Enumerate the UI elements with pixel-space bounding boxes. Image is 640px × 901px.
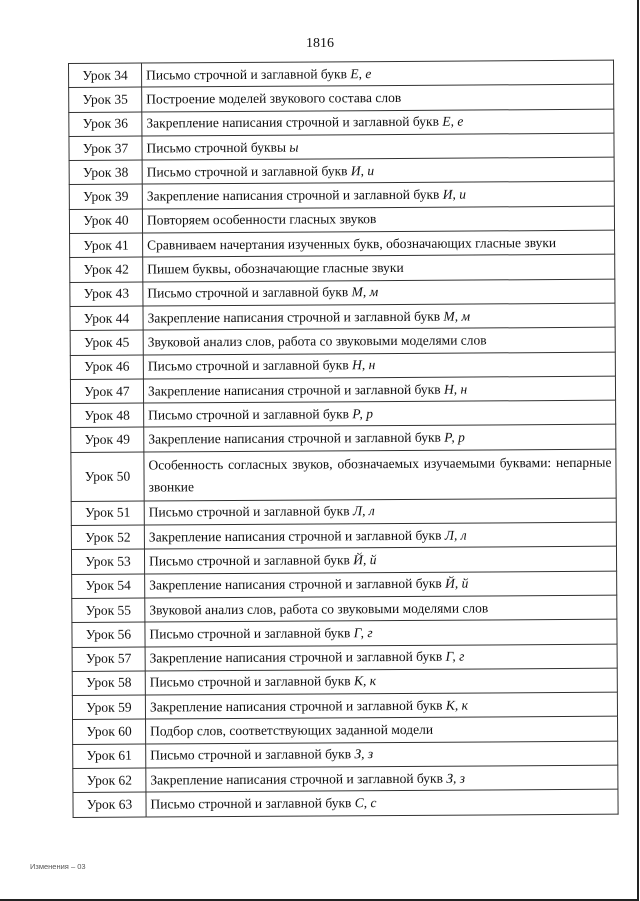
lesson-topic — [146, 765, 618, 792]
lesson-topic — [142, 60, 614, 87]
lesson-topic — [143, 303, 615, 330]
lesson-topic-text: Письмо строчной и заглавной букв — [149, 673, 355, 690]
lesson-topic-text: Закрепление написания строчной и заглавной букв — [147, 381, 444, 399]
table-row — [69, 133, 614, 161]
table-row — [73, 717, 618, 745]
table-row — [73, 765, 618, 793]
lessons-table-body — [69, 60, 619, 817]
lesson-topic-text: Пишем буквы, обозначающие гласные звуки — [147, 259, 404, 277]
lesson-number: Урок 47 — [70, 379, 143, 404]
lesson-topic — [144, 547, 616, 574]
lesson-letters: М, м — [443, 308, 471, 324]
table-row — [70, 327, 615, 355]
lesson-number: Урок 37 — [69, 136, 142, 161]
lesson-number: Урок 62 — [73, 768, 146, 793]
lesson-topic — [143, 376, 615, 403]
lesson-topic — [146, 717, 618, 744]
lesson-topic-text: Построение моделей звукового состава слов — [146, 89, 402, 107]
lesson-number: Урок 43 — [70, 282, 143, 307]
table-row — [69, 84, 614, 112]
lesson-letters: ы — [289, 139, 299, 155]
lesson-topic — [143, 279, 615, 306]
lesson-number: Урок 42 — [70, 257, 143, 282]
lesson-letters: М, м — [351, 284, 379, 300]
table-row — [71, 449, 616, 501]
lesson-letters: К, к — [445, 697, 468, 713]
lesson-letters: К, к — [353, 673, 377, 689]
lesson-topic-text: Письмо строчной и заглавной букв — [147, 357, 353, 374]
lesson-letters: Г, г — [445, 648, 465, 664]
table-row — [71, 425, 616, 453]
lesson-topic-text: Письмо строчной и заглавной букв — [150, 746, 355, 763]
lesson-topic-text: Письмо строчной и заглавной букв — [149, 625, 354, 642]
lesson-letters: Р, р — [352, 405, 373, 422]
lesson-letters: Й, й — [353, 552, 377, 568]
lesson-topic-text: Закрепление написания строчной и заглавной букв — [148, 429, 445, 447]
lesson-topic-text: Повторяем особенности гласных звуков — [146, 211, 377, 228]
lesson-topic-text: Закрепление написания строчной и заглавной букв — [149, 697, 446, 715]
lesson-number: Урок 35 — [69, 87, 142, 112]
lesson-topic-text: Особенность согласных звуков, обозначаемых изучаемыми буквами: непарные звонкие — [148, 454, 612, 495]
lesson-number: Урок 49 — [71, 427, 144, 452]
lesson-number: Урок 57 — [72, 647, 145, 672]
table-row — [73, 741, 618, 769]
lesson-number: Урок 38 — [69, 160, 142, 185]
lesson-number: Урок 44 — [70, 306, 143, 331]
table-row — [69, 60, 614, 88]
lesson-number: Урок 50 — [71, 452, 144, 501]
lesson-topic — [142, 182, 614, 209]
lesson-number: Урок 52 — [71, 525, 144, 550]
lesson-topic-text: Письмо строчной и заглавной букв — [146, 163, 351, 180]
lesson-topic-text: Закрепление написания строчной и заглавной букв — [148, 527, 445, 545]
lesson-number: Урок 63 — [73, 792, 146, 817]
lesson-number: Урок 51 — [71, 501, 144, 526]
lesson-number: Урок 56 — [72, 622, 145, 647]
table-row — [73, 789, 618, 817]
lesson-topic-text: Письмо строчной и заглавной букв — [148, 406, 353, 423]
lesson-topic — [146, 789, 618, 816]
lesson-topic — [142, 157, 614, 184]
table-row — [72, 571, 617, 599]
lesson-topic — [145, 595, 617, 622]
table-row — [72, 692, 617, 720]
lesson-topic — [143, 255, 615, 282]
lesson-topic-text: Закрепление написания строчной и заглавной букв — [146, 186, 443, 204]
table-row — [70, 230, 615, 258]
lesson-letters: Г, г — [353, 625, 373, 641]
lesson-topic-text: Письмо строчной и заглавной букв — [146, 65, 351, 83]
lesson-topic-text: Письмо строчной и заглавной букв — [147, 284, 352, 301]
footer-revision-note: Изменения – 03 — [30, 862, 86, 871]
lesson-topic — [144, 522, 616, 549]
lesson-number: Урок 46 — [70, 355, 143, 380]
lesson-number: Урок 53 — [71, 549, 144, 574]
table-row — [71, 547, 616, 575]
lesson-topic-text: Письмо строчной и заглавной букв — [150, 795, 355, 812]
lesson-topic-text: Закрепление написания строчной и заглавной букв — [150, 770, 447, 788]
page-number: 1816 — [306, 36, 334, 51]
lesson-number: Урок 34 — [69, 63, 142, 88]
lesson-topic-text: Сравниваем начертания изученных букв, обозначающих гласные звуки — [147, 234, 557, 253]
lesson-topic — [143, 230, 615, 257]
lesson-topic — [145, 619, 617, 646]
lesson-topic — [144, 425, 616, 452]
lesson-topic — [142, 206, 614, 233]
lesson-letters: Р, р — [444, 429, 465, 445]
lesson-number: Урок 41 — [70, 233, 143, 258]
table-row — [69, 206, 614, 234]
lesson-topic — [145, 692, 617, 719]
lesson-topic — [146, 741, 618, 768]
lesson-number: Урок 40 — [69, 209, 142, 234]
lesson-number: Урок 54 — [72, 574, 145, 599]
lesson-topic-text: Письмо строчной и заглавной букв — [148, 552, 354, 569]
lesson-topic — [145, 668, 617, 695]
lesson-number: Урок 55 — [72, 598, 145, 623]
lesson-letters: Л, л — [444, 527, 467, 543]
lesson-topic — [144, 449, 616, 501]
lesson-letters: Н, н — [443, 381, 468, 397]
lesson-letters: Л, л — [352, 503, 375, 519]
lesson-letters: Е, е — [350, 65, 372, 81]
lesson-letters: Е, е — [442, 113, 464, 129]
table-row — [70, 279, 615, 307]
lesson-number: Урок 36 — [69, 112, 142, 137]
table-row — [71, 400, 616, 428]
lesson-topic — [145, 571, 617, 598]
lesson-topic-text: Подбор слов, соответствующих заданной модели — [150, 721, 434, 739]
lesson-topic-text: Закрепление написания строчной и заглавной букв — [149, 575, 446, 593]
lesson-number: Урок 39 — [69, 185, 142, 210]
table-row — [72, 595, 617, 623]
table-row — [69, 109, 614, 137]
lesson-topic — [142, 84, 614, 111]
table-row — [70, 376, 615, 404]
lesson-letters: З, з — [446, 770, 466, 786]
lesson-topic-text: Звуковой анализ слов, работа со звуковыми моделями слов — [147, 332, 487, 350]
lesson-topic — [145, 644, 617, 671]
table-row — [70, 255, 615, 283]
table-row — [72, 619, 617, 647]
lesson-number: Урок 58 — [72, 671, 145, 696]
lesson-number: Урок 45 — [70, 330, 143, 355]
lesson-topic-text: Закрепление написания строчной и заглавной букв — [149, 648, 446, 666]
table-row — [70, 352, 615, 380]
lesson-letters: И, и — [350, 162, 375, 179]
lesson-letters: С, с — [354, 795, 377, 811]
lesson-topic-text: Письмо строчной буквы — [146, 139, 290, 156]
table-row — [72, 644, 617, 672]
lesson-topic — [143, 352, 615, 379]
lesson-topic — [144, 400, 616, 427]
lesson-topic-text: Закрепление написания строчной и заглавной букв — [147, 308, 444, 326]
lessons-table — [68, 60, 619, 818]
lesson-topic — [144, 498, 616, 525]
lesson-topic-text: Звуковой анализ слов, работа со звуковыми моделями слов — [149, 600, 489, 618]
lesson-letters: Н, н — [352, 357, 376, 373]
lesson-topic-text: Закрепление написания строчной и заглавной букв — [146, 113, 443, 131]
lesson-topic-text: Письмо строчной и заглавной букв — [148, 503, 354, 520]
table-row — [72, 668, 617, 696]
table-row — [71, 498, 616, 526]
lesson-number: Урок 61 — [73, 744, 146, 769]
lesson-number: Урок 48 — [71, 403, 144, 428]
lesson-letters: Й, й — [445, 575, 469, 591]
lesson-number: Урок 60 — [73, 719, 146, 744]
table-row — [69, 182, 614, 210]
lesson-topic — [143, 327, 615, 354]
lesson-topic — [142, 109, 614, 136]
table-row — [70, 303, 615, 331]
table-row — [69, 157, 614, 185]
table-row — [71, 522, 616, 550]
lesson-topic — [142, 133, 614, 160]
lesson-number: Урок 59 — [72, 695, 145, 720]
lesson-letters: И, и — [442, 186, 467, 202]
lesson-letters: З, з — [354, 746, 374, 762]
